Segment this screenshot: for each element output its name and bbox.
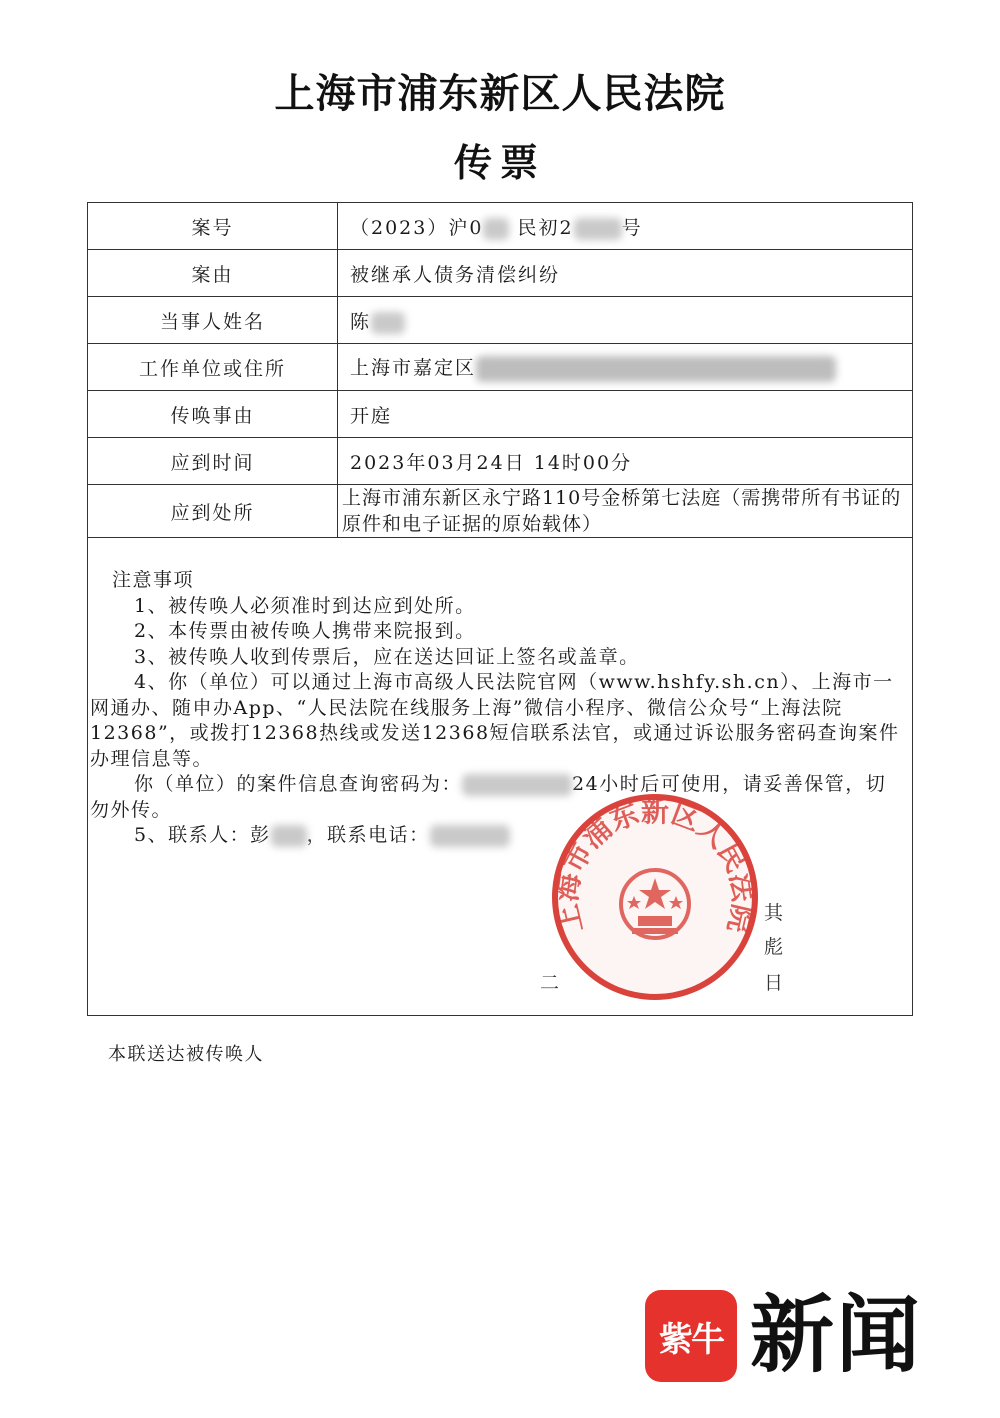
- notes-section: [90, 568, 905, 849]
- table-row-cause: [88, 250, 913, 297]
- case-number-prefix: （2023）沪0: [350, 216, 484, 239]
- label-appear-time: 应到时间: [88, 438, 338, 485]
- table-row-appear-time: [88, 438, 913, 485]
- password-prefix: 你（单位）的案件信息查询密码为：: [134, 773, 463, 795]
- value-cause: 被继承人债务清偿纠纷: [338, 250, 913, 297]
- value-appear-place: 上海市浦东新区永宁路110号金桥第七法庭（需携带所有书证的原件和电子证据的原始载体）: [338, 485, 913, 538]
- password-suffix: 24小时后可使用，请妥善保管，切勿外传。: [90, 773, 887, 821]
- brand-wordmark: 新闻: [750, 1285, 923, 1384]
- label-summons-reason: 传唤事由: [88, 391, 338, 438]
- seal-text: 上海市浦东新区人民法院: [550, 794, 760, 937]
- obscured-char: 彪: [764, 936, 784, 958]
- note-item-5: [90, 823, 905, 849]
- case-number-mid: 民初2: [517, 216, 574, 239]
- value-appear-time: 2023年03月24日 14时00分: [338, 438, 913, 485]
- notes-heading: 注意事项: [112, 569, 195, 591]
- redaction-blur: [371, 312, 405, 334]
- redaction-blur: [430, 825, 510, 847]
- table-row-summons-reason: [88, 391, 913, 438]
- label-cause: 案由: [88, 250, 338, 297]
- value-summons-reason: 开庭: [338, 391, 913, 438]
- contact-mid: ，联系电话：: [306, 824, 430, 846]
- obscured-char: 其: [764, 902, 784, 924]
- label-case-number: 案号: [88, 203, 338, 250]
- obscured-char: 二: [540, 972, 560, 994]
- table-row-appear-place: [88, 485, 913, 538]
- court-seal: [550, 792, 760, 1002]
- obscured-char: 日: [764, 972, 784, 994]
- note-item-1: 1、被传唤人必须准时到达应到处所。: [134, 594, 476, 617]
- contact-prefix: 5、联系人：彭: [134, 824, 271, 846]
- redaction-blur: [483, 218, 509, 240]
- note-item-4: 4、你（单位）可以通过上海市高级人民法院官网（www.hshfy.sh.cn）、上海市一网通办、随申办App、“人民法院在线服务上海”微信小程序、微信公众号“上海法院12368”，或拨打12368热线或发送12368短信联系法官，或通过诉讼服务密码查询案件办理信息等。: [90, 671, 900, 770]
- value-address: [338, 344, 913, 391]
- address-text: 上海市嘉定区: [350, 356, 477, 379]
- value-party-name: [338, 297, 913, 344]
- label-party-name: 当事人姓名: [88, 297, 338, 344]
- redaction-blur: [476, 356, 836, 382]
- label-address: 工作单位或住所: [88, 344, 338, 391]
- case-number-suffix: 号: [621, 216, 643, 239]
- footer-note: 本联送达被传唤人: [108, 1044, 264, 1065]
- ziniu-logo-icon: 紫牛: [645, 1290, 737, 1382]
- label-appear-place: 应到处所: [88, 485, 338, 538]
- document-title: 传票: [453, 141, 546, 185]
- note-password: [90, 772, 905, 823]
- court-title: 上海市浦东新区人民法院: [274, 71, 726, 117]
- note-item-2: 2、本传票由被传唤人携带来院报到。: [134, 620, 476, 642]
- table-row-party-name: [88, 297, 913, 344]
- note-item-3: 3、被传唤人收到传票后，应在送达回证上签名或盖章。: [134, 645, 640, 668]
- redaction-blur: [271, 825, 307, 847]
- table-row-address: [88, 344, 913, 391]
- value-case-number: [338, 203, 913, 250]
- party-name-text: 陈: [350, 310, 372, 333]
- table-row-case-number: [88, 203, 913, 250]
- redaction-blur: [574, 218, 622, 240]
- summons-info-table: [87, 202, 913, 538]
